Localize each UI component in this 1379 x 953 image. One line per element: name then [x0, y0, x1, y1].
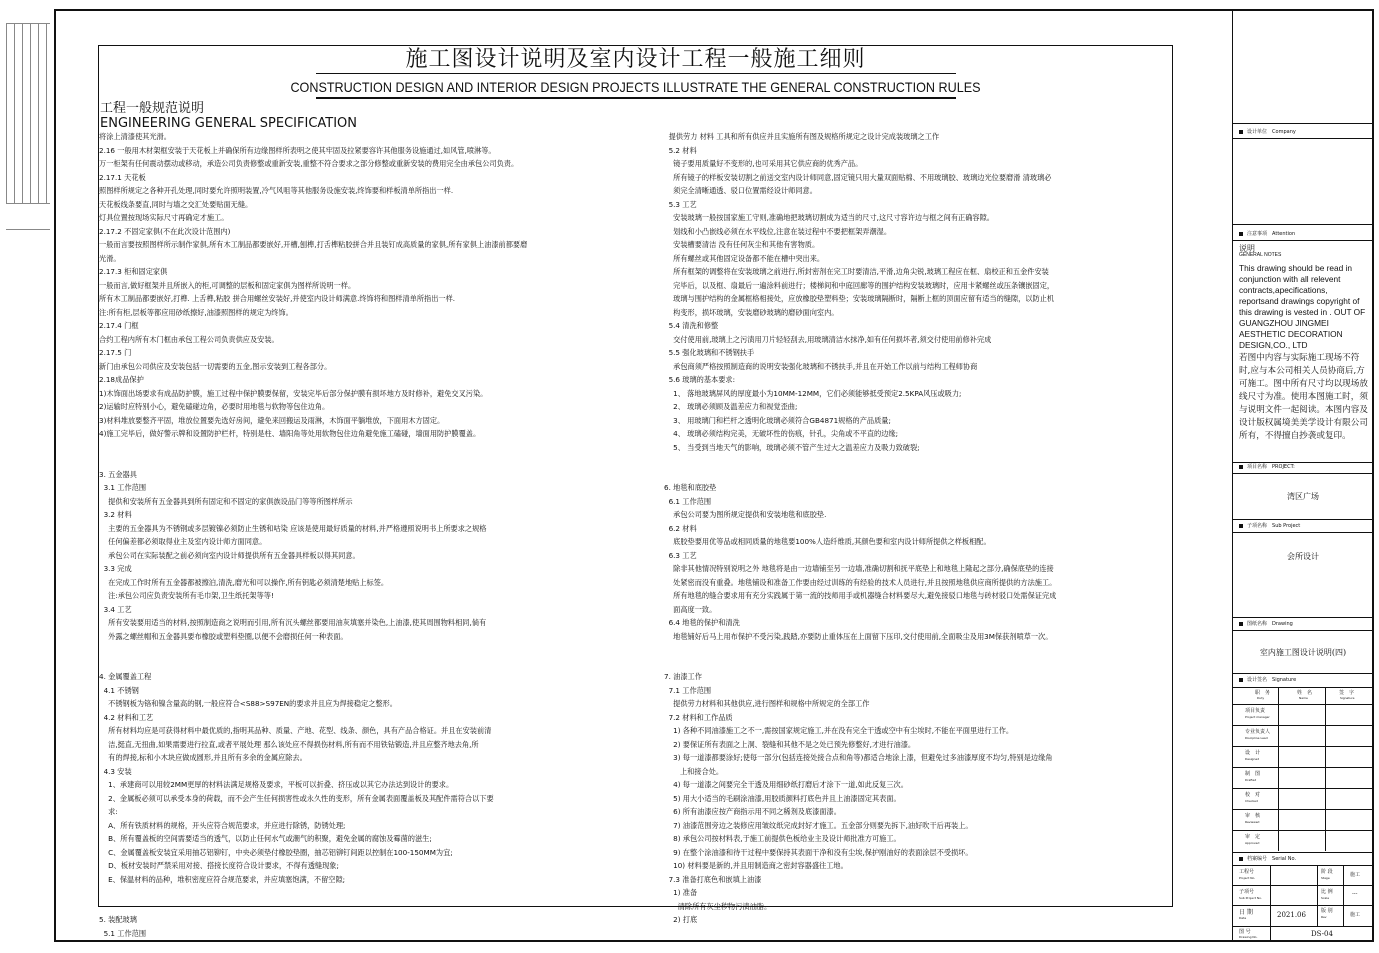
role-label-en: Approved	[1245, 841, 1260, 845]
left-column-line: 在完成工作时所有五金器都被擦泊,清洗,磨光和可以操作,所有钥匙必须清楚地贴上标签。	[99, 577, 389, 587]
left-column-line: 1、承建商可以用较2MM更厚的材料法满足规格及要求，平板可以折叠、挤压或以其它办法达到设计的要求。	[99, 780, 454, 789]
right-column-line: 7.1 工作范围	[664, 685, 712, 695]
title-underline-thick	[316, 97, 956, 99]
left-column-line: 万一柜架有任何震动摆动或移动，承造公司负责修整或重新安装,重整不符合要求之部分修整或重新安装的费用完全由承包公司负责。	[99, 159, 519, 168]
section-title-en: ENGINEERING GENERAL SPECIFICATION	[100, 116, 358, 131]
left-column-line: 2)运输时应特别小心，避免磕碰边角，必要时用地毯与软物等包住边角。	[99, 402, 330, 411]
right-column-line: 5.4 清洗和修整	[664, 321, 719, 330]
signature-row	[1233, 833, 1373, 849]
left-column-line: 3.2 材料	[99, 510, 132, 519]
subproject-no-label: 子项号	[1239, 889, 1255, 895]
right-column-line: 5.2 材料	[664, 145, 697, 155]
right-column-line: 完毕后，以及框、扇最后一遍涂料前进行；楼梯间和中庭回廊等的围护结构安装玻璃时，应用卡紧螺丝或压条镶嵌固定，	[664, 280, 1055, 290]
right-column-line: 所有螺丝或其他固定设备都不能在槽中突出来。	[664, 253, 825, 263]
left-column-line: 所有材料均应是可获得材料中最优质的,指明其品种、质量、产地、花型、线条、颜色，具有产品合格证。并且在安装前清	[99, 726, 492, 735]
left-column-line: 合约工程内所有木门框由承包工程公司负责供应及安装。	[99, 334, 279, 344]
page-title-en: CONSTRUCTION DESIGN AND INTERIOR DESIGN PROJECTS ILLUSTRATE THE GENERAL CONSTRUCTION RULES	[290, 79, 981, 95]
right-column-line: 提供劳力材料和其他供应,进行图样和规格中所规定的全部工作	[664, 699, 870, 708]
right-column-line: 所有镜子的样板安装切割之前送交室内设计师同意,固定镜只用大量双面贴棉、不用玻璃胶、玻璃边光位要磨滑 清玻璃必	[664, 172, 1052, 182]
right-column-line: 3) 每一道漆都要涂好;使每一部分(包括连接处接合点和角等)都适合地涂上漆，但避免过多油漆厚度不均匀,特别是边缘角	[664, 753, 1053, 762]
left-column-line: 照图样所规定之各种开孔处理,同时要允许照明装置,冷气风咀等其他服务设施安装,终饰要和样板清单所指出一样.	[99, 186, 454, 195]
left-column-line	[99, 454, 654, 468]
right-text-column	[664, 130, 1170, 927]
role-label: 校 对	[1245, 792, 1261, 798]
right-column-line: 上和接合处。	[664, 766, 724, 776]
right-column-line: 1) 准备	[664, 888, 698, 897]
role-label-en: Designed	[1245, 757, 1260, 761]
right-column-line: 2) 要保证所有表面之上洞、裂缝和其他不是之处已预先修整好,才进行油漆。	[664, 739, 916, 749]
project-no-label-en: Project No.	[1239, 876, 1256, 880]
left-column-line: 一般而言要按照图样所示制作家俱,所有木工制品都要嵌好,开槽,刨榫,打舌榫粘胶拼合并且装钉成高质量的家俱,所有家俱上油漆前都要磨	[99, 240, 528, 249]
left-column-line: 所有安装要用适当的材料,按照制造商之说明而引用,所有沉头螺丝都要用油灰填塞并染色,上油漆,使其周围物料相同,倘有	[99, 618, 487, 627]
right-column-line: 划线和小凸嵌线必须在水平线位,注意在装过程中不要把框架弄潮湿。	[664, 226, 892, 236]
notes-body-en: This drawing should be read in conjunction with all relevent contracts,apecifications, reportsand drawings copyright of this drawing is vested in . OUT OF GUANGZHOU JINGMEI AESTHETIC DECORATION DESIGN,CO., LTD	[1239, 263, 1366, 350]
drawing-no-label-en: Drawing No.	[1239, 935, 1258, 939]
left-column-line: 不锈钢板为铬和镍含量高的钢,一般应符合<S88>S97EN的要求并且应为焊接稳定之整形。	[99, 699, 397, 708]
company-label: 设计单位	[1247, 129, 1268, 135]
right-column-line: 5.3 工艺	[664, 199, 697, 209]
right-column-line: 所有框架的调整将在安装玻璃之前进行,所封密剂在完工时要清洁,平滑,边角尖锐,玻璃工程应在框、扇校正和五金件安装	[664, 267, 1049, 276]
left-column-line: 主要的五金器具为不锈钢或多层镀镍必须防止生锈和咕染 应该是使用最好质量的材料,并严格遵照说明书上所要求之规格	[99, 523, 487, 533]
right-column-line: 5) 用大小适当的毛刷涂油漆,用胶质颜料打底色并且上油漆固定其表面。	[664, 793, 901, 803]
left-column-line: D、板材安装时严禁采用对接、搭接长度符合设计要求，不得有透缝现象;	[99, 861, 339, 870]
role-label: 审 核	[1245, 813, 1261, 819]
left-column-line: 光滑。	[99, 253, 121, 263]
right-column-line	[664, 657, 1170, 671]
right-column-line: 9) 在整个涂油漆和待干过程中要保持其表面干净和没有尘埃,保护刚油好的表面涂层不受损坏。	[664, 847, 973, 857]
right-column-line: 面高度一致。	[664, 604, 717, 614]
right-column-line: 承包公司要为图所规定提供和安装地毯和底胶垫.	[664, 510, 827, 519]
left-column-line: 2.17.5 门	[99, 348, 132, 357]
role-label: 审 定	[1245, 834, 1261, 840]
left-column-line: 2.17.1 天花板	[99, 172, 146, 182]
left-column-line: B、所有覆盖板的空间需要适当的透气，以防止任何水气或潮气的积聚，避免金属的腐蚀及霉菌的滋生;	[99, 834, 432, 843]
left-column-line: 有的焊接,标和小木块应做成圆形,并且所有多余的金属应除去。	[99, 753, 307, 762]
left-column-line: 1)木饰面出场要求有成品防护膜，施工过程中保护膜要保留，安装完毕后部分保护膜有损坏地方及时修补，避免交叉污染。	[99, 388, 488, 398]
role-label-en: Drafted	[1245, 778, 1257, 782]
signature-row	[1233, 728, 1373, 744]
right-column-line: 清除所有灰尘秽物污渍油脂。	[664, 901, 772, 911]
signature-row	[1233, 791, 1373, 807]
date-label-en: Date	[1239, 916, 1247, 920]
stage-label: 阶 段	[1321, 869, 1333, 875]
left-column-line: 灯具位置按现场实际尺寸再确定才施工。	[99, 213, 229, 222]
left-column-line	[99, 643, 654, 657]
right-column-line: 6.2 材料	[664, 523, 697, 533]
scale-label: 比 例	[1321, 889, 1333, 895]
title-block	[1232, 11, 1373, 940]
right-column-line: 安装玻璃一般按国家施工守则,准确地把玻璃切割成为适当的尺寸,这尺寸容许边与框之间有正确容隙。	[664, 213, 994, 222]
right-column-line: 构变形，损坏玻璃，安装磨砂玻璃的磨砂面向室内。	[664, 307, 839, 317]
subproject-name: 会所设计	[1287, 552, 1319, 561]
left-column-line: 将涂上清漆使其光滑。	[99, 132, 171, 141]
left-column-line	[99, 900, 654, 914]
right-column-line: 承包商须严格按照制造商的说明安装强化玻璃和不锈扶手,并且在开始工作以前与结构工程师协商	[664, 361, 978, 371]
right-column-line: 6) 所有油漆应按产商指示用不同之稀剂及底漆面漆。	[664, 807, 841, 816]
left-column-line: E、保温材料的品种，堆积密度应符合规范要求，并应填塞饱满，不留空隙;	[99, 874, 346, 884]
right-column-line: 安装槽要清洁 没有任何灰尘和其他有害物质。	[664, 240, 820, 249]
signature-label: 设计签名	[1247, 677, 1268, 683]
name-header-en: Name	[1299, 696, 1308, 700]
scale-value: ---	[1352, 891, 1358, 897]
left-column-line: 4. 金属覆盖工程	[99, 672, 152, 681]
drawing-no-label: 图 号	[1239, 929, 1251, 935]
signature-row	[1233, 770, 1373, 786]
left-column-line: 3)材料堆放要整齐平固，堆放位置要先选好房间，避免来回搬运及雨淋，木饰面平躺堆放，下面用木方固定。	[99, 415, 445, 425]
role-label: 项目负责	[1245, 708, 1266, 714]
right-column-line: 地毯铺好后马上用布保护不受污染,践踏,亦要防止重体压在上面留下压印,交付使用前,全面吸尘及用3M保获剂喷草一次。	[664, 631, 1053, 641]
project-label: 项目名称	[1247, 464, 1268, 470]
project-name: 湾区广场	[1287, 492, 1319, 501]
right-column-line: 7) 油漆范围旁边之装修应用皱纹纸完成封好才施工。五金部分则要先拆下,油好吹干后再装上。	[664, 820, 973, 830]
left-column-line: 新门由承包公司供应及安装包括一切需要的五金,图示安装到工程各部分。	[99, 361, 332, 371]
notes-body-cn: 若图中内容与实际施工现场不符时,应与本公司相关人员协商后,方可施工。图中所有尺寸均以现场放线尺寸为准。使用本图施工时，须与说明文件一起阅读。本图内容及设计版权属境美美学设计有限公司所有，不得擅自抄袭或复印。	[1239, 353, 1368, 441]
drawing-name: 室内施工图设计说明(四)	[1259, 648, 1347, 657]
project-label-en: PROJECT:	[1272, 464, 1295, 470]
title-underline	[316, 73, 956, 74]
right-column-line: 底胶垫要用优等品或相同质量的地毯要100%人造纤维质,其颜色要和室内设计师所提供之样板相配。	[664, 537, 991, 546]
subproject-label-en: Sub Project	[1272, 523, 1301, 529]
left-column-line: 5. 装配玻璃	[99, 915, 137, 924]
left-column-line: 3.1 工作范围	[99, 483, 147, 492]
role-label-en: Discipline Lead	[1245, 736, 1268, 740]
left-column-line: 注:承包公司应负责安装所有毛巾架,卫生纸托架等等!	[99, 591, 274, 600]
right-column-line: 1) 各种不同油漆施工之不一,需按国家规定施工,并在没有完全干透或空中有尘埃时,不能在平面里进行工作。	[664, 726, 1014, 735]
right-column-line: 2、 玻璃必须顾及温差应力和视觉歪曲;	[664, 402, 798, 411]
rev-label-en: Rev	[1321, 915, 1327, 919]
left-column-line	[99, 886, 654, 900]
scale-label-en: Scale	[1321, 896, 1330, 900]
role-label: 专业负责人	[1245, 729, 1271, 735]
drawing-no-value: DS-04	[1311, 930, 1333, 938]
signature-row	[1233, 707, 1373, 723]
signature-row	[1233, 749, 1373, 765]
left-column-line: 任何偏差都必须取得业主及室内设计师方面同意。	[99, 537, 267, 546]
right-column-line: 提供劳力 材料 工具和所有供应并且实施所有图及规格所规定之设计完成装玻璃之工作	[664, 132, 940, 141]
notes-title: 说明	[1239, 244, 1255, 253]
left-column-line: 2.17.2 不固定家俱(不在此次设计范围内)	[99, 226, 231, 236]
drawing-label-en: Drawing	[1272, 621, 1293, 627]
right-column-line: 6.1 工作范围	[664, 496, 712, 506]
left-column-line: 4.3 安装	[99, 766, 132, 776]
role-label-en: Project manager	[1245, 715, 1270, 719]
right-column-line: 3、 用玻璃门和栏杆之透明化玻璃必须符合GB4871规格的产品质量;	[664, 415, 891, 425]
right-column-line: 8) 承包公司按材料表,于施工前提供色板给业主及设计师批准方可施工。	[664, 834, 901, 843]
right-column-line: 5、 当受到当地天气的影响，玻璃必须不管产生过大之温差应力及吸力致破裂;	[664, 442, 920, 452]
company-label-en: Company	[1272, 129, 1296, 135]
date-label: 日 期	[1239, 909, 1253, 916]
role-label-en: Reviewed	[1245, 820, 1260, 824]
left-column-line: 天花板线条要直,同时与墙之交汇处要贴面无缝。	[99, 199, 253, 209]
left-column-line: 提供和安装所有五金器具到所有固定和不固定的家俱族设品门等等所图样所示	[99, 496, 353, 506]
sign-header-en: Signature	[1340, 696, 1355, 700]
left-column-line: 一般而言,做好框架并且所嵌入的柜,可调整的层板和固定家俱为图样所说明一样。	[99, 280, 356, 290]
left-column-line: 承包公司在实际装配之前必须向室内设计师提供所有五金器具样板以得其同意。	[99, 550, 360, 560]
role-label-en: Checked	[1245, 799, 1258, 803]
right-column-line: 6.3 工艺	[664, 550, 697, 560]
left-column-line: 4.1 不锈钢	[99, 685, 139, 695]
right-column-line: 镜子要用质量好不变形的,也可采用其它供应商的优秀产品。	[664, 159, 863, 168]
subproject-no-label-en: Sub Project No.	[1239, 896, 1262, 900]
notes-title-en: GENERAL NOTES	[1239, 252, 1282, 258]
right-column-line	[664, 468, 1170, 482]
left-text-column	[99, 130, 654, 940]
drawing-label: 图纸名称	[1247, 621, 1268, 627]
left-column-line: 外露之螺丝帽和五金器具要布橡胶或塑料垫圈,以便不会磨损任何一种表面。	[99, 631, 348, 641]
rev-value: 施工	[1350, 912, 1361, 918]
stage-label-en: Stage	[1321, 876, 1330, 880]
right-column-line: 4、 玻璃必须结构完美，无破坏性的伤痕，针孔，尖角或不平直的边缘;	[664, 429, 899, 438]
left-column-line: 3. 五金器具	[99, 469, 137, 479]
role-label: 设 计	[1245, 750, 1261, 756]
right-column-line: 2) 打底	[664, 915, 698, 924]
left-column-line: 所有木工制品都要嵌好,打榫. 上舌榫,粘胶 拼合用螺丝安装好,并使室内设计师满意.终饰将和图样清单所指出一样.	[99, 294, 456, 303]
left-column-line: 3.3 完成	[99, 564, 132, 573]
left-column-line: 求:	[99, 807, 118, 816]
right-column-line: 玻璃与围护结构的金属框格相接处，应放橡胶垫塑料垫；安装玻璃隔断时，隔断上框的顶面应留有适当的缝隙，以防止机	[664, 294, 1055, 303]
right-column-line: 所有地毯的缝合要求用有充分实践属于第一流的技师用手或机器缝合材料要尽大,避免接驳口地毯与砖材驳口处需保证完成	[664, 591, 1057, 600]
duty-header: 职 务	[1255, 690, 1271, 696]
signature-label-en: Signature	[1272, 677, 1297, 683]
right-column-line: 1、 落地玻璃屏风的厚度最小为10MM-12MM，它们必须能够抵受预定2.5KPA风压或吸力;	[664, 388, 962, 398]
name-header: 姓 名	[1297, 690, 1313, 696]
left-column-line: A、所有铁质材料的规格，开头应符合规范要求，并应进行除锈，防锈处理;	[99, 820, 346, 830]
right-column-line: 5.5 强化玻璃和不锈钢扶手	[664, 348, 755, 357]
left-column-line	[99, 657, 654, 671]
right-column-line: 7.3 准备打底色和嵌填上油漆	[664, 874, 762, 884]
role-label: 制 图	[1245, 771, 1261, 777]
right-column-line: 10) 材料要是新的,并且用制造商之密封容器盛往工地。	[664, 861, 848, 870]
right-column-line	[664, 643, 1170, 657]
right-column-line: 除非其他情况特别说明之外 地毯将是由一边墙铺至另一边墙,准确切割和抚平底垫上和地毯上隆起之部分,确保底垫的连接	[664, 564, 1054, 573]
left-column-line: 2.17.3 柜和固定家俱	[99, 267, 168, 276]
right-column-line	[664, 454, 1170, 468]
serial-label: 档案编号	[1247, 856, 1268, 862]
right-column-line: 7.2 材料和工作品质	[664, 712, 733, 722]
left-column-line: 2.16 一般用木材架框安装于天花板上并确保所有边缘图样所表明之使其牢固及拉紧要容许其他服务设施通过,如风管,喷淋等。	[99, 145, 496, 155]
left-column-line: 2、金属板必须可以承受本身的荷载，而不会产生任何损害性或永久性的变形，所有金属表面覆盖板及其配件需符合以下要	[99, 793, 494, 803]
project-no-label: 工程号	[1239, 869, 1255, 875]
binding-strip	[6, 9, 50, 942]
left-column-line: 注:所有柜,层板等都应用砂纸擦好,油漆照图样的规定为终饰。	[99, 307, 293, 317]
sign-header: 签 字	[1339, 690, 1355, 696]
left-column-line: 2.17.4 门框	[99, 321, 139, 330]
left-column-line: 4.2 材料和工艺	[99, 712, 154, 722]
rev-label: 版 别	[1321, 908, 1333, 914]
right-column-line: 须完全清晰通透、驳口位置需经设计师同意。	[664, 186, 817, 195]
left-column-line: C、金属覆盖板安装宜采用抽芯铝铆钉，中央必须垫付橡胶垫圈，抽芯铝铆钉间距以控制在100-150MM为宜;	[99, 847, 453, 857]
subproject-label: 子项名称	[1247, 523, 1268, 529]
attention-label-en: Attention	[1272, 231, 1296, 237]
date-value: 2021.06	[1277, 911, 1306, 919]
stage-value: 施工	[1350, 872, 1361, 878]
left-column-line: 3.4 工艺	[99, 604, 132, 614]
left-column-line: 5.1 工作范围	[99, 928, 147, 938]
serial-label-en: Serial No.	[1272, 856, 1297, 862]
left-column-line	[99, 441, 654, 455]
right-column-line: 4) 每一道漆之间要完全干透及用细砂纸打磨后才涂下一道,如此反复三次。	[664, 780, 908, 789]
right-column-line: 6. 地毯和底胶垫	[664, 483, 717, 492]
attention-label: 注意事项	[1247, 231, 1268, 237]
signature-row	[1233, 812, 1373, 828]
left-column-line: 洁,挺直,无扭曲,如果需要进行拉直,或者平展处理 那么该处应不得损伤材料,所有而不用铁钻锻造,并且应整齐地去角,所	[99, 739, 479, 749]
left-column-line: 2.18成品保护	[99, 375, 144, 384]
duty-header-en: Duty	[1257, 696, 1265, 700]
right-column-line: 7. 油漆工作	[664, 672, 702, 681]
right-column-line: 交付使用前,玻璃上之污渍用刀片轻轻刮去,用玻璃清洁水抹净,如有任何损坏者,须交付使用前修补完成	[664, 334, 992, 344]
section-title: 工程一般规范说明	[100, 101, 205, 116]
right-column-line: 5.6 玻璃的基本要求:	[664, 375, 736, 384]
page-title: 施工图设计说明及室内设计工程一般施工细则	[405, 47, 866, 72]
right-column-line: 处紧密而没有重叠。地毯铺设和准备工作要由经过训练的有经验的技术人员进行,并且按照地毯供应商所提供的方法施工。	[664, 577, 1057, 587]
left-column-line: 4)施工完毕后，做好警示牌和设置防护栏杆，特别是柱、墙阳角等处用软物包住边角避免施工磕碰，墙面用防护膜覆盖。	[99, 429, 481, 438]
right-column-line: 6.4 地毯的保护和清洗	[664, 618, 740, 627]
